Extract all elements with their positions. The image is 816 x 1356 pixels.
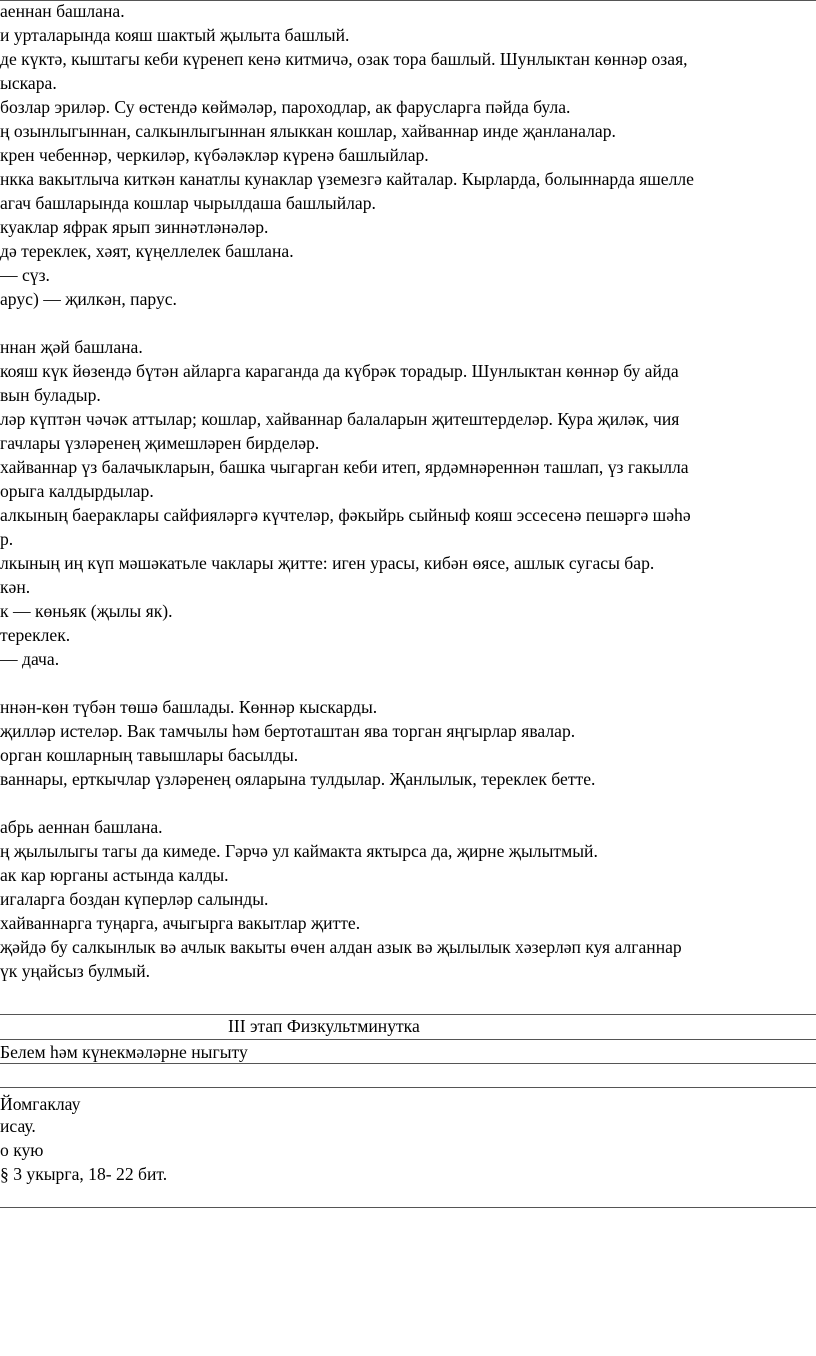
text-line: хайваннар үз балачыкларын, башка чыгарган кеби итеп, ярдәмнәреннән ташлап, үз гакылла [0, 457, 689, 477]
text-line: үк уңайсыз булмый. [0, 961, 151, 981]
text-line: вын буладыр. [0, 385, 101, 405]
text-line: аеннан башлана. [0, 1, 125, 21]
text-line: җәйдә бу салкынлык вә ачлык вакыты өчен алдан азык вә җылылык хәзерләп куя алганнар [0, 937, 682, 957]
text-line: лкының иң күп мәшәкатьле чаклары җитте: иген урасы, кибән өясе, ашлык сугасы бар. [0, 553, 655, 573]
text-line: җилләр истеләр. Вак тамчылы һәм бертоташтан ява торган яңгырлар явалар. [0, 721, 576, 741]
text-line: ыскара. [0, 73, 57, 93]
text-line: к — көньяк (җылы як). [0, 601, 173, 621]
text-line: ң җылылыгы тагы да кимеде. Гәрчә ул каймакта яктырса да, җирне җылытмый. [0, 841, 598, 861]
text-line: агач башларында кошлар чырылдаша башлыйлар. [0, 193, 376, 213]
text-line: ң озынлыгыннан, салкынлыгыннан ялыккан кошлар, хайваннар инде җанланалар. [0, 121, 616, 141]
text-line: арус) — җилкән, парус. [0, 289, 177, 309]
text-line: де күктә, кыштагы кеби күренеп кенә китмичә, озак тора башлый. Шунлыктан көннәр озая, [0, 49, 688, 69]
text-line: гачлары үзләренең җимешләрен бирделәр. [0, 433, 320, 453]
text-line: ваннары, ерткычлар үзләренең ояларына тулдылар. Җанлылык, тереклек бетте. [0, 769, 596, 789]
table-border [0, 1063, 816, 1064]
text-line: р. [0, 529, 14, 549]
text-line: дә тереклек, хәят, күңеллелек башлана. [0, 241, 294, 261]
summary-line: о кую [0, 1140, 44, 1160]
text-line: куаклар яфрак ярып зиннәтләнәләр. [0, 217, 269, 237]
text-line: и урталарында кояш шактый җылыта башлый. [0, 25, 350, 45]
text-line: — сүз. [0, 265, 50, 285]
table-border [0, 1039, 816, 1040]
summary-line: исау. [0, 1116, 36, 1136]
text-line: бозлар эриләр. Су өстендә көймәләр, пароходлар, ак фарусларга пәйда була. [0, 97, 571, 117]
table-border [0, 1207, 816, 1208]
knowledge-row-label: Белем һәм күнекмәләрне ныгыту [0, 1042, 248, 1062]
text-line: орган кошларның тавышлары басылды. [0, 745, 299, 765]
text-line: алкының баераклары сайфияләргә күчтеләр, фәкыйрь сыйныф кояш эссесенә пешәргә шәһә [0, 505, 691, 525]
text-line: ннән-көн түбән төшә башлады. Көннәр кыскарды. [0, 697, 378, 717]
text-line: абрь аеннан башлана. [0, 817, 163, 837]
text-line: кән. [0, 577, 31, 597]
text-line: кояш күк йөзендә бүтән айларга караганда да күбрәк торадыр. Шунлыктан көннәр бу айда [0, 361, 679, 381]
text-line: хайваннарга туңарга, ачыгырга вакытлар җитте. [0, 913, 361, 933]
text-line: игаларга боздан күперләр салынды. [0, 889, 269, 909]
text-line: ләр күптән чәчәк аттылар; кошлар, хайваннар балаларын җитештерделәр. Кура җиләк, чия [0, 409, 680, 429]
text-line: тереклек. [0, 625, 71, 645]
homework-line: § 3 укырга, 18- 22 бит. [0, 1164, 168, 1184]
summary-heading: Йомгаклау [0, 1094, 81, 1114]
table-border [0, 1087, 816, 1088]
text-line: крен чебеннәр, черкиләр, күбәләкләр күренә башлыйлар. [0, 145, 429, 165]
text-line: ак кар юрганы астында калды. [0, 865, 229, 885]
text-line: нкка вакытлыча киткән канатлы кунаклар үземезгә кайталар. Кырларда, болыннарда яшелле [0, 169, 694, 189]
text-line: — дача. [0, 649, 60, 669]
stage-title: III этап Физкультминутка [228, 1016, 420, 1036]
text-line: орыга калдырдылар. [0, 481, 154, 501]
text-line: ннан җәй башлана. [0, 337, 143, 357]
